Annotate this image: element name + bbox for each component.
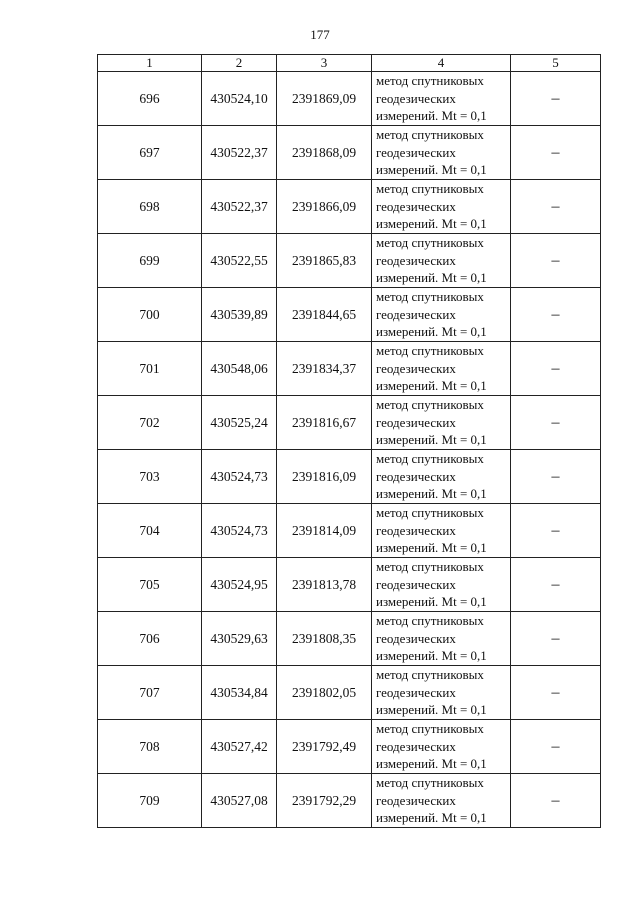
method-cell bbox=[372, 666, 511, 720]
coord-x: 430548,06 bbox=[202, 342, 277, 396]
method-line: метод спутниковых bbox=[376, 127, 484, 143]
method-cell bbox=[372, 504, 511, 558]
point-number: 696 bbox=[98, 72, 202, 126]
table-row bbox=[98, 342, 601, 396]
method-line: геодезических bbox=[376, 198, 456, 214]
method-line: метод спутниковых bbox=[376, 73, 484, 89]
table-row bbox=[98, 504, 601, 558]
method-line: метод спутниковых bbox=[376, 181, 484, 197]
method-line: метод спутниковых bbox=[376, 613, 484, 629]
coord-x: 430539,89 bbox=[202, 288, 277, 342]
method-cell bbox=[372, 720, 511, 774]
point-number: 697 bbox=[98, 126, 202, 180]
note-dash: – bbox=[511, 180, 601, 234]
header-col-2: 2 bbox=[202, 55, 277, 72]
coord-y: 2391792,49 bbox=[277, 720, 372, 774]
coord-x: 430524,95 bbox=[202, 558, 277, 612]
method-line: геодезических bbox=[376, 684, 456, 700]
coord-y: 2391816,09 bbox=[277, 450, 372, 504]
method-cell bbox=[372, 126, 511, 180]
method-line: измерений. Mt = 0,1 bbox=[376, 486, 487, 502]
header-col-4: 4 bbox=[372, 55, 511, 72]
coord-y: 2391868,09 bbox=[277, 126, 372, 180]
method-line: метод спутниковых bbox=[376, 505, 484, 521]
method-line: метод спутниковых bbox=[376, 289, 484, 305]
method-cell bbox=[372, 774, 511, 828]
method-line: метод спутниковых bbox=[376, 451, 484, 467]
method-cell bbox=[372, 234, 511, 288]
coord-x: 430525,24 bbox=[202, 396, 277, 450]
note-dash: – bbox=[511, 720, 601, 774]
header-col-1: 1 bbox=[98, 55, 202, 72]
point-number: 700 bbox=[98, 288, 202, 342]
header-col-5: 5 bbox=[511, 55, 601, 72]
method-line: метод спутниковых bbox=[376, 235, 484, 251]
method-line: геодезических bbox=[376, 468, 456, 484]
point-number: 701 bbox=[98, 342, 202, 396]
table-row bbox=[98, 126, 601, 180]
method-line: геодезических bbox=[376, 90, 456, 106]
note-dash: – bbox=[511, 342, 601, 396]
note-dash: – bbox=[511, 558, 601, 612]
method-line: метод спутниковых bbox=[376, 343, 484, 359]
table-row bbox=[98, 288, 601, 342]
coord-y: 2391869,09 bbox=[277, 72, 372, 126]
coord-x: 430524,73 bbox=[202, 504, 277, 558]
method-line: геодезических bbox=[376, 792, 456, 808]
coord-y: 2391808,35 bbox=[277, 612, 372, 666]
table-row bbox=[98, 72, 601, 126]
method-line: геодезических bbox=[376, 738, 456, 754]
method-line: измерений. Mt = 0,1 bbox=[376, 324, 487, 340]
method-cell bbox=[372, 612, 511, 666]
coord-y: 2391865,83 bbox=[277, 234, 372, 288]
method-line: измерений. Mt = 0,1 bbox=[376, 162, 487, 178]
method-line: геодезических bbox=[376, 630, 456, 646]
method-line: геодезических bbox=[376, 522, 456, 538]
coord-y: 2391834,37 bbox=[277, 342, 372, 396]
coordinates-table bbox=[97, 54, 601, 828]
method-line: измерений. Mt = 0,1 bbox=[376, 810, 487, 826]
method-line: измерений. Mt = 0,1 bbox=[376, 540, 487, 556]
point-number: 706 bbox=[98, 612, 202, 666]
method-line: измерений. Mt = 0,1 bbox=[376, 216, 487, 232]
coord-y: 2391814,09 bbox=[277, 504, 372, 558]
method-line: измерений. Mt = 0,1 bbox=[376, 648, 487, 664]
point-number: 699 bbox=[98, 234, 202, 288]
method-line: метод спутниковых bbox=[376, 667, 484, 683]
point-number: 708 bbox=[98, 720, 202, 774]
note-dash: – bbox=[511, 288, 601, 342]
point-number: 703 bbox=[98, 450, 202, 504]
coord-x: 430527,08 bbox=[202, 774, 277, 828]
note-dash: – bbox=[511, 72, 601, 126]
table-row bbox=[98, 666, 601, 720]
coord-x: 430527,42 bbox=[202, 720, 277, 774]
table-row bbox=[98, 450, 601, 504]
note-dash: – bbox=[511, 396, 601, 450]
table-row bbox=[98, 234, 601, 288]
point-number: 709 bbox=[98, 774, 202, 828]
table-body bbox=[98, 72, 601, 828]
point-number: 702 bbox=[98, 396, 202, 450]
note-dash: – bbox=[511, 234, 601, 288]
method-line: метод спутниковых bbox=[376, 775, 484, 791]
note-dash: – bbox=[511, 774, 601, 828]
method-line: измерений. Mt = 0,1 bbox=[376, 432, 487, 448]
table-header bbox=[98, 55, 601, 72]
method-line: геодезических bbox=[376, 360, 456, 376]
coord-y: 2391816,67 bbox=[277, 396, 372, 450]
method-line: метод спутниковых bbox=[376, 397, 484, 413]
method-line: измерений. Mt = 0,1 bbox=[376, 108, 487, 124]
note-dash: – bbox=[511, 126, 601, 180]
coord-x: 430522,37 bbox=[202, 126, 277, 180]
coord-x: 430524,73 bbox=[202, 450, 277, 504]
coord-y: 2391844,65 bbox=[277, 288, 372, 342]
method-line: измерений. Mt = 0,1 bbox=[376, 594, 487, 610]
table-row bbox=[98, 720, 601, 774]
point-number: 704 bbox=[98, 504, 202, 558]
method-line: измерений. Mt = 0,1 bbox=[376, 378, 487, 394]
method-line: метод спутниковых bbox=[376, 721, 484, 737]
coord-x: 430534,84 bbox=[202, 666, 277, 720]
method-cell bbox=[372, 72, 511, 126]
table-row bbox=[98, 396, 601, 450]
method-line: геодезических bbox=[376, 144, 456, 160]
point-number: 707 bbox=[98, 666, 202, 720]
table-row bbox=[98, 558, 601, 612]
method-line: геодезических bbox=[376, 252, 456, 268]
page-number: 177 bbox=[310, 27, 330, 42]
header-row bbox=[98, 55, 601, 72]
method-cell bbox=[372, 288, 511, 342]
note-dash: – bbox=[511, 612, 601, 666]
method-line: геодезических bbox=[376, 306, 456, 322]
method-cell bbox=[372, 450, 511, 504]
table-row bbox=[98, 180, 601, 234]
method-cell bbox=[372, 396, 511, 450]
point-number: 698 bbox=[98, 180, 202, 234]
method-line: геодезических bbox=[376, 414, 456, 430]
coord-y: 2391866,09 bbox=[277, 180, 372, 234]
coord-x: 430522,37 bbox=[202, 180, 277, 234]
method-line: измерений. Mt = 0,1 bbox=[376, 702, 487, 718]
note-dash: – bbox=[511, 666, 601, 720]
method-line: метод спутниковых bbox=[376, 559, 484, 575]
method-line: измерений. Mt = 0,1 bbox=[376, 756, 487, 772]
table-row bbox=[98, 612, 601, 666]
note-dash: – bbox=[511, 504, 601, 558]
coord-x: 430524,10 bbox=[202, 72, 277, 126]
point-number: 705 bbox=[98, 558, 202, 612]
table-row bbox=[98, 774, 601, 828]
coord-y: 2391813,78 bbox=[277, 558, 372, 612]
method-line: геодезических bbox=[376, 576, 456, 592]
coord-y: 2391802,05 bbox=[277, 666, 372, 720]
method-cell bbox=[372, 342, 511, 396]
note-dash: – bbox=[511, 450, 601, 504]
coord-y: 2391792,29 bbox=[277, 774, 372, 828]
coord-x: 430522,55 bbox=[202, 234, 277, 288]
method-line: измерений. Mt = 0,1 bbox=[376, 270, 487, 286]
header-col-3: 3 bbox=[277, 55, 372, 72]
method-cell bbox=[372, 558, 511, 612]
method-cell bbox=[372, 180, 511, 234]
coord-x: 430529,63 bbox=[202, 612, 277, 666]
